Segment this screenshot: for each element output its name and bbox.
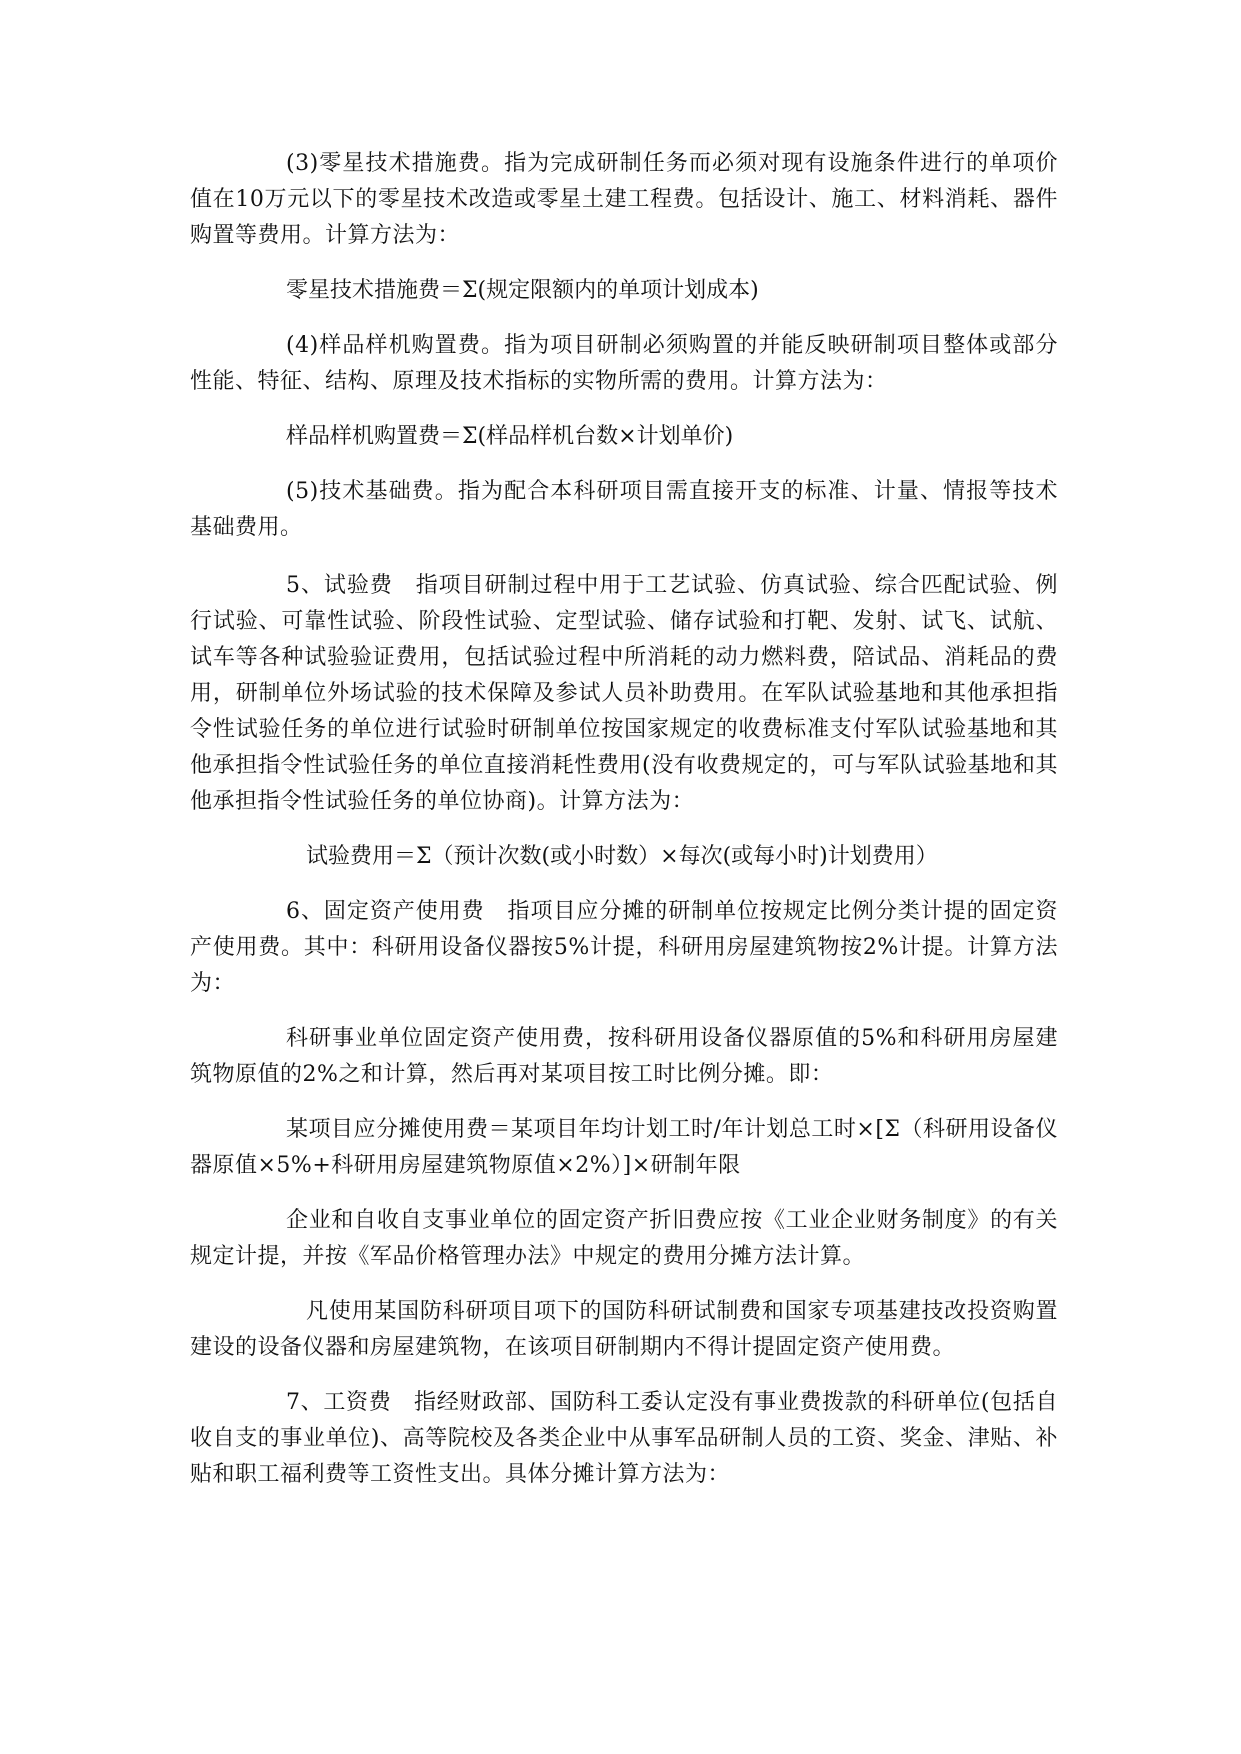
formula-test-fee: 试验费用＝Σ（预计次数(或小时数）×每次(或每小时)计划费用）: [306, 844, 938, 869]
paragraph-wage-fee: 7、工资费 指经财政部、国防科工委认定没有事业费拨款的科研单位(包括自收自支的事业单位)、高等院校及各类企业中从事军品研制人员的工资、奖金、津贴、补贴和职工福利费等工资性支出。具体分摊计算方法为：: [190, 1390, 1058, 1487]
paragraph-no-depreciation-rule: 凡使用某国防科研项目项下的国防科研试制费和国家专项基建技改投资购置建设的设备仪器和房屋建筑物，在该项目研制期内不得计提固定资产使用费。: [190, 1299, 1058, 1360]
paragraph-enterprise-depreciation: 企业和自收自支事业单位的固定资产折旧费应按《工业企业财务制度》的有关规定计提，并按《军品价格管理办法》中规定的费用分摊方法计算。: [190, 1208, 1058, 1269]
document-page: [190, 146, 1058, 1493]
paragraph-fixed-asset-fee: 6、固定资产使用费 指项目应分摊的研制单位按规定比例分类计提的固定资产使用费。其中：科研用设备仪器按5%计提，科研用房屋建筑物按2%计提。计算方法为：: [190, 899, 1058, 996]
formula-technical-measures-fee: 零星技术措施费＝Σ(规定限额内的单项计划成本): [286, 278, 759, 303]
formula-sample-purchase-fee: 样品样机购置费＝Σ(样品样机台数×计划单价): [286, 424, 734, 449]
paragraph-technical-measures-fee: (3)零星技术措施费。指为完成研制任务而必须对现有设施条件进行的单项价值在10万元以下的零星技术改造或零星土建工程费。包括设计、施工、材料消耗、器件购置等费用。计算方法为：: [190, 151, 1058, 248]
paragraph-technical-basis-fee: (5)技术基础费。指为配合本科研项目需直接开支的标准、计量、情报等技术基础费用。: [190, 479, 1058, 540]
paragraph-sample-purchase-fee: (4)样品样机购置费。指为项目研制必须购置的并能反映研制项目整体或部分性能、特征、结构、原理及技术指标的实物所需的费用。计算方法为：: [190, 333, 1058, 394]
paragraph-test-fee: 5、试验费 指项目研制过程中用于工艺试验、仿真试验、综合匹配试验、例行试验、可靠性试验、阶段性试验、定型试验、储存试验和打靶、发射、试飞、试航、试车等各种试验验证费用，包括试验过程中所消耗的动力燃料费，陪试品、消耗品的费用，研制单位外场试验的技术保障及参试人员补助费用。在军队试验基地和其他承担指令性试验任务的单位进行试验时研制单位按国家规定的收费标准支付军队试验基地和其他承担指令性试验任务的单位直接消耗性费用(没有收费规定的，可与军队试验基地和其他承担指令性试验任务的单位协商)。计算方法为：: [190, 573, 1058, 814]
paragraph-fixed-asset-calculation: 科研事业单位固定资产使用费，按科研用设备仪器原值的5%和科研用房屋建筑物原值的2%之和计算，然后再对某项目按工时比例分摊。即：: [190, 1026, 1058, 1087]
paragraph-fixed-asset-formula: 某项目应分摊使用费＝某项目年均计划工时/年计划总工时×[Σ（科研用设备仪器原值×5%+科研用房屋建筑物原值×2%）]×研制年限: [190, 1117, 1058, 1178]
